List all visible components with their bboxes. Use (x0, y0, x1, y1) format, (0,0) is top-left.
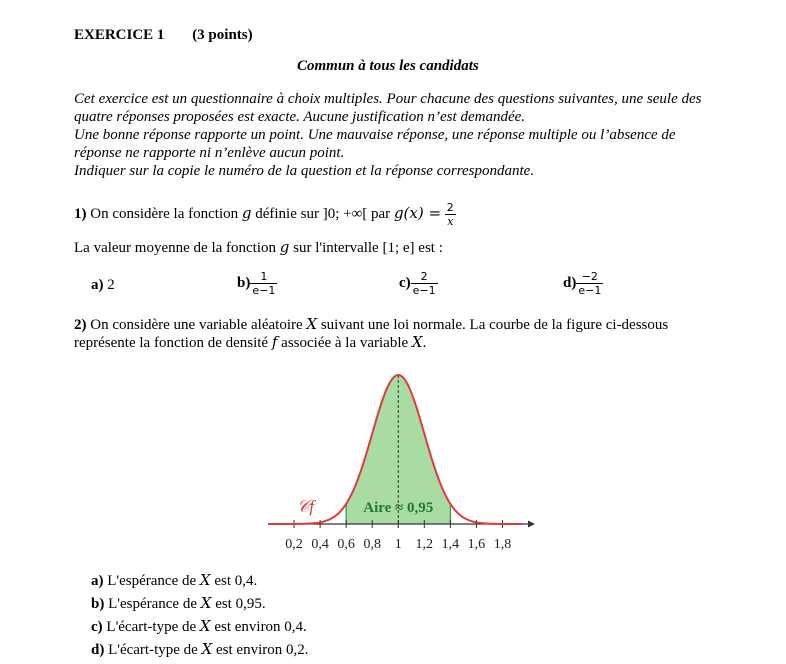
answer-1b[interactable]: b) $\frac{1}{e-1}$ (237, 270, 276, 297)
question-number: 2) (74, 317, 87, 333)
fraction: $\frac{2}{e-1}$ (412, 270, 436, 297)
answer-2d[interactable]: d) L'écart-type de X est environ 0,2. (91, 640, 309, 658)
question-text: associée à la variable (281, 335, 409, 351)
instructions-paragraph: Indiquer sur la copie le numéro de la question et la réponse correspondante. (74, 163, 535, 179)
x-tick-label: 0,6 (337, 537, 355, 552)
x-tick-label: 0,4 (311, 537, 329, 552)
answer-1a[interactable]: a) 2 (91, 277, 115, 293)
x-tick-label: 0,8 (363, 537, 381, 552)
area-label: Aire ≈ 0,95 (363, 500, 434, 516)
fraction: $\frac{1}{e-1}$ (252, 270, 276, 297)
x-axis-arrow (528, 521, 535, 528)
question-number: 1) (74, 205, 87, 222)
x-ticks (285, 520, 511, 552)
x-tick-label: 1,2 (415, 537, 434, 552)
instructions-paragraph: Cet exercice est un questionnaire à choix multiples. Pour chacune des questions suivantes, une seule des quatre réponses proposées est exacte. Aucune justification n’est demandée. (74, 91, 702, 125)
function-name: f (271, 333, 278, 351)
x-tick-label: 1,6 (467, 537, 486, 552)
question-2-line-2: représente la fonction de densité f associée à la variable X. (74, 333, 427, 351)
variable-name: X (306, 315, 318, 333)
question-text: suivant une loi normale. La courbe de la figure ci-dessous (320, 317, 669, 333)
curve-label: 𝒞f (297, 497, 315, 516)
answer-1d[interactable]: d) $\frac{-2}{e-1}$ (563, 270, 602, 297)
question-text: sur l'intervalle [1; e] est : (293, 240, 443, 256)
question-text: La valeur moyenne de la fonction (74, 240, 277, 256)
function-name: g (279, 238, 290, 256)
question-text: représente la fonction de densité (74, 335, 269, 351)
fraction: $\frac{2}{x}$ (446, 201, 454, 228)
answer-2b[interactable]: b) L'espérance de X est 0,95. (91, 594, 266, 612)
answer-2c[interactable]: c) L'écart-type de X est environ 0,4. (91, 617, 307, 635)
question-text: On considère une variable aléatoire (90, 317, 303, 333)
function-expression: g(x) = (393, 203, 442, 222)
answer-1c[interactable]: c) $\frac{2}{e-1}$ (399, 270, 436, 297)
function-name: g (241, 203, 252, 222)
instructions-paragraph: Une bonne réponse rapporte un point. Une mauvaise réponse, une réponse multiple ou l’absence de réponse ne rapporte ni n’enlève aucun point. (74, 127, 676, 161)
x-tick-label: 1 (394, 537, 402, 552)
question-text: définie sur ]0; +∞[ par (255, 205, 391, 222)
x-tick-label: 0,2 (285, 537, 303, 552)
fraction: $\frac{-2}{e-1}$ (578, 270, 602, 297)
exercise-points: (3 points) (192, 27, 253, 43)
question-text: On considère la fonction (90, 205, 239, 222)
exercise-title-text: EXERCICE 1 (74, 27, 165, 43)
x-tick-label: 1,8 (493, 537, 512, 552)
subtitle: Commun à tous les candidats (297, 58, 479, 74)
variable-name: X (411, 333, 423, 351)
answer-2a[interactable]: a) L'espérance de X est 0,4. (91, 571, 258, 589)
x-tick-label: 1,4 (441, 537, 460, 552)
